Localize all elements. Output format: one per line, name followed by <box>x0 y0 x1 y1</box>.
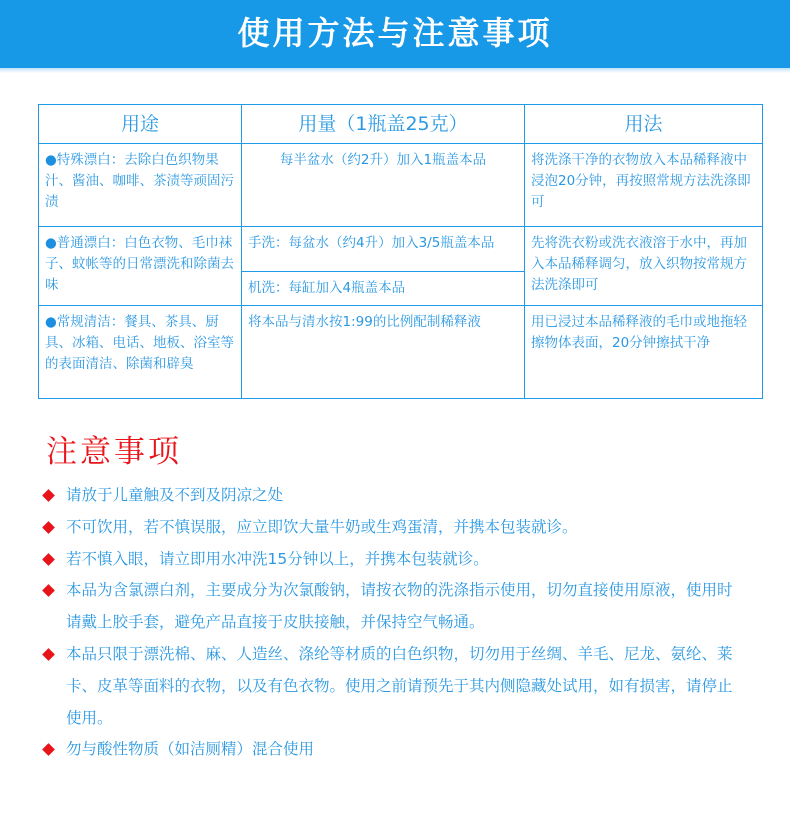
use-cell <box>39 144 242 227</box>
method-cell: 用已浸过本品稀释液的毛巾或地拖轻擦物体表面，20分钟擦拭干净 <box>525 306 763 399</box>
use-cell <box>39 227 242 306</box>
use-text: 特殊漂白：去除白色织物果汁、酱油、咖啡、茶渍等顽固污渍 <box>45 152 234 210</box>
table-row <box>39 227 763 272</box>
method-cell: 将洗涤干净的衣物放入本品稀释液中浸泡20分钟，再按照常规方法洗涤即可 <box>525 144 763 227</box>
bullet-icon: ● <box>45 152 57 168</box>
diamond-bullet-icon <box>42 744 55 757</box>
diamond-bullet-icon <box>42 489 55 502</box>
dosage-cell-hand: 手洗：每盆水（约4升）加入3/5瓶盖本品 <box>242 227 525 272</box>
dosage-cell: 每半盆水（约2升）加入1瓶盖本品 <box>242 144 525 227</box>
list-item <box>42 639 746 734</box>
note-text: 本品只限于漂洗棉、麻、人造丝、涤纶等材质的白色织物，切勿用于丝绸、羊毛、尼龙、氨纶、莱卡、皮革等面料的衣物，以及有色衣物。使用之前请预先于其内侧隐藏处试用，如有损害，请停止使用。 <box>66 644 733 727</box>
diamond-bullet-icon <box>42 553 55 566</box>
table-row <box>39 306 763 399</box>
diamond-bullet-icon <box>42 585 55 598</box>
page-title-banner: 使用方法与注意事项 <box>0 0 790 68</box>
diamond-bullet-icon <box>42 648 55 661</box>
use-cell <box>39 306 242 399</box>
diamond-bullet-icon <box>42 521 55 534</box>
notes-title: 注意事项 <box>46 434 182 470</box>
banner-shadow <box>0 68 790 73</box>
table-header-row <box>39 105 763 144</box>
list-item <box>42 480 746 512</box>
list-item <box>42 734 746 766</box>
note-text: 若不慎入眼，请立即用水冲洗15分钟以上，并携本包装就诊。 <box>66 549 489 568</box>
table-row <box>39 144 763 227</box>
method-cell: 先将洗衣粉或洗衣液溶于水中，再加入本品稀释调匀，放入织物按常规方法洗涤即可 <box>525 227 763 306</box>
bullet-icon: ● <box>45 235 57 251</box>
header-use: 用途 <box>39 105 242 144</box>
header-dosage: 用量（1瓶盖25克） <box>242 105 525 144</box>
note-text: 请放于儿童触及不到及阴凉之处 <box>66 486 284 504</box>
list-item <box>42 575 746 639</box>
use-text: 普通漂白：白色衣物、毛巾袜子、蚊帐等的日常漂洗和除菌去味 <box>45 235 234 293</box>
usage-table <box>38 104 763 399</box>
header-method: 用法 <box>525 105 763 144</box>
notes-list <box>42 480 746 766</box>
dosage-cell-machine: 机洗：每缸加入4瓶盖本品 <box>242 272 525 306</box>
note-text: 本品为含氯漂白剂，主要成分为次氯酸钠，请按衣物的洗涤指示使用，切勿直接使用原液，使用时请戴上胶手套，避免产品直接于皮肤接触，并保持空气畅通。 <box>66 581 733 632</box>
note-text: 不可饮用，若不慎误服，应立即饮大量牛奶或生鸡蛋清，并携本包装就诊。 <box>66 517 578 536</box>
use-text: 常规清洁：餐具、茶具、厨具、冰箱、电话、地板、浴室等的表面清洁、除菌和辟臭 <box>45 314 234 372</box>
bullet-icon: ● <box>45 314 57 330</box>
note-text: 勿与酸性物质（如洁厕精）混合使用 <box>66 740 315 759</box>
list-item <box>42 544 746 576</box>
dosage-cell: 将本品与清水按1:99的比例配制稀释液 <box>242 306 525 399</box>
list-item <box>42 512 746 544</box>
